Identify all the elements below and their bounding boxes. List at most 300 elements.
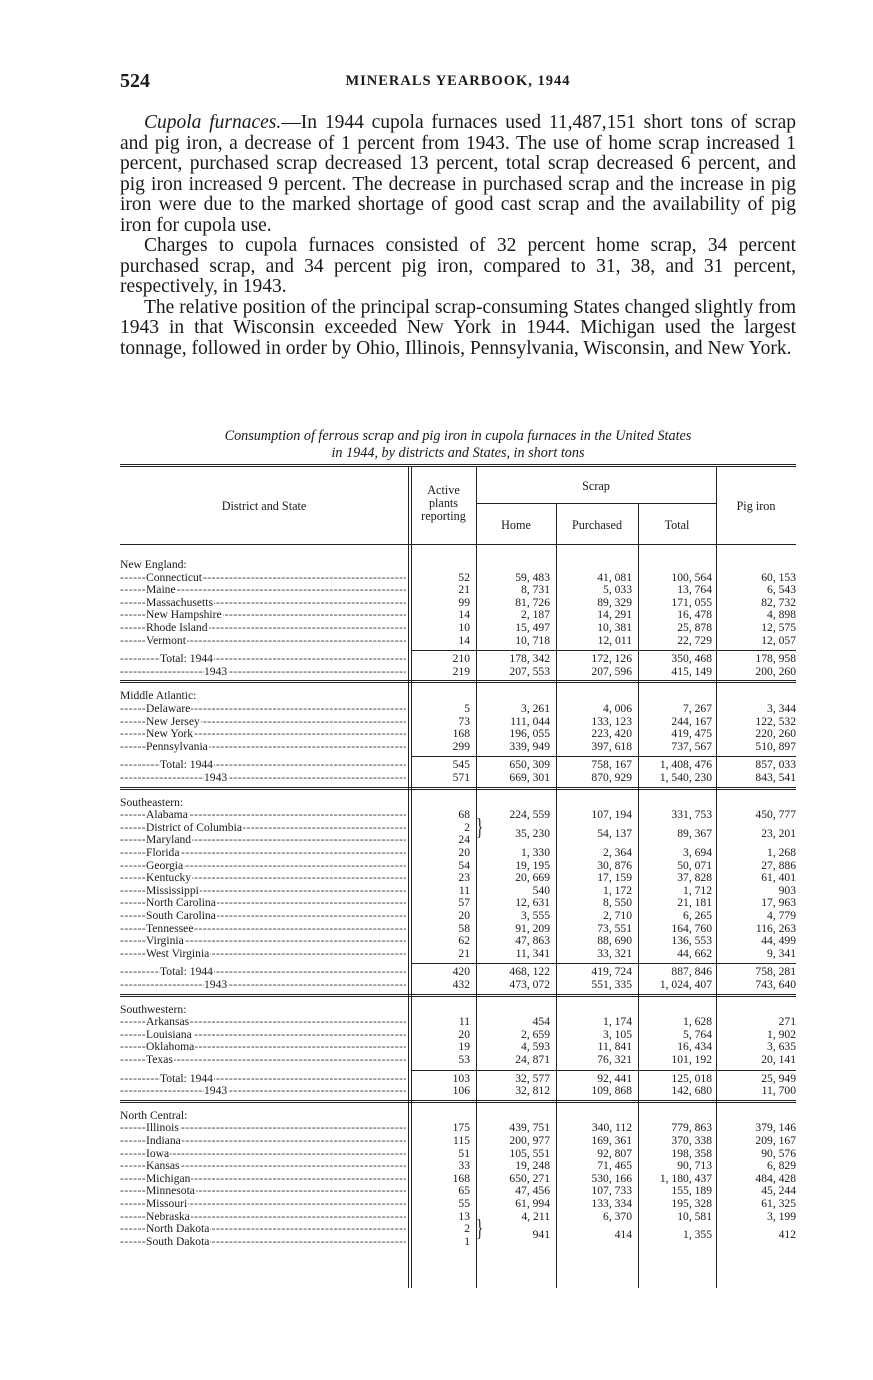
row-label-text: Total: 1944 (160, 759, 213, 772)
pig-iron-cell: 843, 541 (755, 771, 796, 784)
purchased-scrap-cell: 1, 174 (603, 1015, 632, 1029)
caption-line: Consumption of ferrous scrap and pig iron in cupola furnaces in the United States (224, 428, 692, 444)
total-row (120, 666, 796, 678)
active-plants-cell: 14 (458, 633, 470, 647)
row-label-text: South Dakota (146, 1235, 210, 1248)
row-label (120, 635, 406, 647)
row-label-text: 1943 (204, 979, 228, 991)
home-scrap-cell: 11, 341 (515, 946, 550, 960)
total-scrap-cell: 1, 540, 230 (659, 771, 712, 784)
total-scrap-cell: 5, 764 (683, 1027, 712, 1041)
row-label-text: West Virginia (146, 947, 210, 960)
row-label-text: Arkansas (146, 1016, 190, 1029)
pig-iron-cell: 17, 963 (761, 896, 796, 910)
purchased-scrap-cell: 133, 123 (591, 714, 632, 728)
row-label (120, 1198, 406, 1210)
state-row (120, 1148, 796, 1160)
state-row (120, 910, 796, 922)
state-row (120, 948, 796, 960)
home-scrap-cell: 10, 718 (515, 633, 550, 647)
state-row (120, 1211, 796, 1223)
combined-values-row (120, 1229, 796, 1241)
home-scrap-cell: 61, 994 (515, 1197, 550, 1210)
active-plants-cell: 55 (458, 1197, 470, 1210)
total-scrap-cell: 21, 181 (677, 896, 712, 910)
total-scrap-cell: 737, 567 (671, 739, 712, 753)
purchased-scrap-cell: 71, 465 (597, 1159, 632, 1173)
total-scrap-cell: 3, 694 (683, 846, 712, 859)
home-scrap-cell: 4, 211 (521, 1209, 550, 1223)
row-label (120, 910, 406, 922)
district-heading-row (120, 1110, 796, 1122)
row-label-text: District of Columbia (146, 821, 242, 834)
purchased-scrap-cell: 54, 137 (597, 826, 632, 840)
pig-iron-cell: 3, 635 (767, 1040, 796, 1054)
row-label-text: Kentucky (146, 872, 192, 885)
pig-iron-cell: 4, 779 (767, 909, 796, 922)
total-scrap-cell: 22, 729 (677, 633, 712, 647)
home-scrap-cell: 669, 301 (509, 771, 550, 784)
pig-iron-cell: 122, 532 (755, 714, 796, 728)
state-row (120, 1135, 796, 1147)
home-scrap-cell: 207, 553 (509, 664, 550, 678)
header-scrap: Scrap (582, 479, 610, 493)
purchased-scrap-cell: 3, 105 (603, 1027, 632, 1041)
table-top-rule (120, 464, 796, 465)
row-label (120, 1148, 406, 1160)
home-scrap-cell: 81, 726 (515, 595, 550, 609)
active-plants-cell: 53 (458, 1053, 470, 1066)
purchased-scrap-cell: 870, 929 (591, 771, 632, 784)
row-label-text: Texas (146, 1054, 173, 1066)
purchased-scrap-cell: 92, 441 (597, 1071, 632, 1085)
purchased-scrap-cell: 530, 166 (591, 1171, 632, 1185)
purchased-scrap-cell: 758, 167 (591, 758, 632, 772)
row-label-text: Kansas (146, 1160, 180, 1173)
pig-iron-cell: 200, 260 (755, 664, 796, 678)
home-scrap-cell: 224, 559 (509, 808, 550, 822)
purchased-scrap-cell: 207, 596 (591, 664, 632, 678)
home-scrap-cell: 200, 977 (509, 1134, 550, 1147)
purchased-scrap-cell: 397, 618 (591, 739, 632, 753)
active-plants-cell: 168 (452, 727, 470, 741)
district-end-rule (120, 682, 796, 683)
row-label (120, 809, 406, 821)
home-scrap-cell: 468, 122 (509, 965, 550, 979)
paragraph-text: —In 1944 cupola furnaces used 11,487,151 short tons of scrap and pig iron, a decrease of 1 percent from 1943. The use of home scrap increased 1 percent, purchased scrap decreased 13 percent, total scrap decreased 6 percent, and pig iron increased 9 percent. The decrease in purchased scrap and the increase in pig iron were due to the marked shortage of good cast scrap and the availability of pig iron for cupola use. (120, 112, 796, 236)
paragraph-text: Charges to cupola furnaces consisted of 32 percent home scrap, 34 percent purchased scrap, and 34 percent pig iron, compared to 31, 38, and 31 percent, respectively, in 1943. (120, 235, 796, 297)
body-text (120, 113, 796, 359)
total-scrap-cell: 779, 863 (671, 1121, 712, 1135)
row-label (120, 1004, 406, 1016)
caption-line: in 1944, by districts and States, in short tons (331, 444, 585, 461)
row-label-text: Nebraska (146, 1210, 190, 1223)
row-label (120, 1122, 406, 1134)
row-label-text: Maryland (146, 834, 192, 847)
row-label-text: Southwestern: (120, 1003, 187, 1016)
purchased-scrap-cell: 76, 321 (597, 1053, 632, 1066)
home-scrap-cell: 47, 456 (515, 1184, 550, 1198)
subtotal-rule (411, 963, 796, 964)
active-plants-cell: 432 (452, 978, 470, 991)
home-scrap-cell: 650, 309 (509, 758, 550, 772)
home-scrap-cell: 540 (532, 883, 550, 897)
active-plants-cell: 2 (464, 820, 470, 834)
active-plants-cell: 106 (452, 1084, 470, 1098)
row-label-text: Minnesota (146, 1185, 195, 1198)
combined-values-row (120, 828, 796, 840)
district-heading-row (120, 690, 796, 702)
total-scrap-cell: 16, 434 (677, 1040, 712, 1054)
total-scrap-cell: 331, 753 (671, 808, 712, 822)
home-scrap-cell: 91, 209 (515, 921, 550, 935)
pig-iron-cell: 44, 499 (761, 934, 796, 948)
total-scrap-cell: 164, 760 (671, 921, 712, 935)
state-row (120, 741, 796, 753)
pig-iron-cell: 90, 576 (761, 1146, 796, 1160)
home-scrap-cell: 47, 863 (515, 934, 550, 948)
active-plants-cell: 10 (458, 621, 470, 634)
total-scrap-cell: 244, 167 (671, 714, 712, 728)
home-scrap-cell: 12, 631 (515, 896, 550, 910)
total-scrap-cell: 100, 564 (671, 570, 712, 584)
pig-iron-cell: 82, 732 (761, 595, 796, 609)
row-label-text: New York (146, 728, 194, 741)
purchased-scrap-cell: 6, 370 (603, 1209, 632, 1223)
home-scrap-cell: 439, 751 (509, 1121, 550, 1135)
state-row (120, 809, 796, 821)
bracket-symbol: } (476, 1216, 484, 1243)
active-plants-cell: 420 (452, 965, 470, 979)
row-label (120, 653, 406, 665)
row-label (120, 1110, 406, 1122)
home-scrap-cell: 8, 731 (521, 583, 550, 597)
purchased-scrap-cell: 107, 194 (591, 808, 632, 822)
state-row (120, 1185, 796, 1197)
active-plants-cell: 24 (458, 833, 470, 847)
row-label-text: Mississippi (146, 884, 199, 897)
header-purchased: Purchased (571, 518, 623, 532)
active-plants-cell: 2 (464, 1222, 470, 1236)
district-end-rule (120, 789, 796, 790)
total-scrap-cell: 16, 478 (677, 608, 712, 622)
total-scrap-cell: 6, 265 (683, 909, 712, 922)
purchased-scrap-cell: 2, 710 (603, 909, 632, 922)
row-label (120, 1085, 406, 1097)
total-scrap-cell: 101, 192 (671, 1053, 712, 1066)
row-label-text: 1943 (204, 665, 228, 678)
total-scrap-cell: 44, 662 (677, 946, 712, 960)
home-scrap-cell: 19, 195 (515, 858, 550, 872)
home-scrap-cell: 4, 593 (521, 1040, 550, 1054)
total-row (120, 653, 796, 665)
row-label (120, 622, 406, 634)
row-label (120, 690, 406, 702)
pig-iron-cell: 11, 700 (761, 1084, 796, 1098)
home-scrap-cell: 2, 187 (521, 608, 550, 622)
pig-iron-cell: 758, 281 (755, 965, 796, 979)
row-label-text: North Carolina (146, 897, 216, 910)
state-row (120, 703, 796, 715)
district-end-rule (120, 680, 796, 681)
state-row (120, 1173, 796, 1185)
pig-iron-cell: 412 (778, 1228, 796, 1242)
subtotal-rule (411, 1070, 796, 1071)
active-plants-cell: 52 (458, 570, 470, 584)
active-plants-cell: 14 (458, 608, 470, 622)
state-row (120, 923, 796, 935)
home-scrap-cell: 32, 812 (515, 1084, 550, 1098)
row-label-text: New Jersey (146, 715, 200, 728)
district-end-rule (120, 994, 796, 995)
purchased-scrap-cell: 419, 724 (591, 965, 632, 979)
row-label-text: Iowa (146, 1147, 170, 1160)
home-scrap-cell: 178, 342 (509, 652, 550, 666)
purchased-scrap-cell: 1, 172 (603, 883, 632, 897)
state-row (120, 572, 796, 584)
total-scrap-cell: 155, 189 (671, 1184, 712, 1198)
state-row (120, 1054, 796, 1066)
active-plants-cell: 65 (458, 1184, 470, 1198)
district-heading-row (120, 1004, 796, 1016)
home-scrap-cell: 19, 248 (515, 1159, 550, 1173)
header-district-state: District and State (221, 499, 307, 513)
row-label (120, 1029, 406, 1041)
state-row (120, 897, 796, 909)
table-top-rule (120, 466, 796, 467)
state-row (120, 597, 796, 609)
district-heading-row (120, 559, 796, 571)
home-scrap-cell: 941 (532, 1228, 550, 1242)
state-row (120, 635, 796, 647)
page-header (120, 70, 796, 96)
pig-iron-cell: 116, 263 (755, 921, 796, 935)
purchased-scrap-cell: 169, 361 (591, 1134, 632, 1147)
row-label (120, 609, 406, 621)
row-label (120, 1211, 406, 1223)
pig-iron-cell: 6, 829 (767, 1159, 796, 1173)
home-scrap-cell: 196, 055 (509, 727, 550, 741)
pig-iron-cell: 1, 268 (767, 846, 796, 859)
total-scrap-cell: 887, 846 (671, 965, 712, 979)
home-scrap-cell: 2, 659 (521, 1027, 550, 1041)
active-plants-cell: 21 (458, 583, 470, 597)
row-label-text: Georgia (146, 859, 184, 872)
row-label-text: New England: (120, 559, 187, 571)
subtotal-rule (411, 650, 796, 651)
home-scrap-cell: 35, 230 (515, 826, 550, 840)
total-scrap-cell: 10, 581 (677, 1209, 712, 1223)
home-scrap-cell: 105, 551 (509, 1146, 550, 1160)
row-label (120, 728, 406, 740)
row-label (120, 703, 406, 715)
total-row (120, 1073, 796, 1085)
state-row (120, 716, 796, 728)
state-row (120, 847, 796, 859)
pig-iron-cell: 4, 898 (767, 608, 796, 622)
purchased-scrap-cell: 10, 381 (597, 621, 632, 634)
row-label (120, 979, 406, 991)
active-plants-cell: 21 (458, 946, 470, 960)
row-label-text: Connecticut (146, 571, 203, 584)
header-total: Total (664, 518, 690, 532)
row-label (120, 584, 406, 596)
row-label (120, 872, 406, 884)
home-scrap-cell: 32, 577 (515, 1071, 550, 1085)
row-label-text: Vermont (146, 634, 186, 647)
purchased-scrap-cell: 223, 420 (591, 727, 632, 741)
header-home: Home (501, 518, 531, 532)
pig-iron-cell: 61, 401 (761, 871, 796, 885)
purchased-scrap-cell: 33, 321 (597, 946, 632, 960)
row-label-text: Michigan (146, 1172, 191, 1185)
row-label (120, 897, 406, 909)
table-caption (120, 428, 796, 461)
row-label (120, 923, 406, 935)
total-scrap-cell: 1, 408, 476 (659, 758, 712, 772)
active-plants-cell: 5 (464, 702, 470, 715)
active-plants-cell: 103 (452, 1071, 470, 1085)
row-label (120, 741, 406, 753)
pig-iron-cell: 20, 141 (761, 1053, 796, 1066)
total-scrap-cell: 13, 764 (677, 583, 712, 597)
row-label (120, 1135, 406, 1147)
paragraph-lead: Cupola furnaces. (144, 112, 282, 133)
row-label-text: Louisiana (146, 1028, 192, 1041)
total-scrap-cell: 350, 468 (671, 652, 712, 666)
district-end-rule (120, 1100, 796, 1101)
paragraph (120, 113, 796, 236)
active-plants-cell: 58 (458, 921, 470, 935)
purchased-scrap-cell: 109, 868 (591, 1084, 632, 1098)
row-label (120, 597, 406, 609)
purchased-scrap-cell: 551, 335 (591, 978, 632, 991)
active-plants-cell: 210 (452, 652, 470, 666)
total-scrap-cell: 37, 828 (677, 871, 712, 885)
purchased-scrap-cell: 41, 081 (597, 570, 632, 584)
purchased-scrap-cell: 12, 011 (597, 633, 632, 647)
pig-iron-cell: 3, 344 (767, 702, 796, 715)
active-plants-cell: 33 (458, 1159, 470, 1173)
active-plants-cell: 51 (458, 1146, 470, 1160)
home-scrap-cell: 1, 330 (521, 846, 550, 859)
state-row (120, 609, 796, 621)
total-scrap-cell: 195, 328 (671, 1197, 712, 1210)
active-plants-cell: 68 (458, 808, 470, 822)
active-plants-cell: 219 (452, 664, 470, 678)
pig-iron-cell: 220, 260 (755, 727, 796, 741)
active-plants-cell: 99 (458, 595, 470, 609)
pig-iron-cell: 6, 543 (767, 583, 796, 597)
header-bottom-rule (120, 544, 796, 545)
row-label (120, 1073, 406, 1085)
row-label-text: North Central: (120, 1109, 188, 1122)
row-label-text: Rhode Island (146, 622, 208, 634)
purchased-scrap-cell: 14, 291 (597, 608, 632, 622)
paragraph-text: The relative position of the principal scrap-consuming States changed slightly from 1943 in that Wisconsin exceeded New York in 1944. Michigan used the largest tonnage, followed in order by Ohio, Illinois, Pennsylvania, Wisconsin, and New York. (120, 296, 796, 359)
purchased-scrap-cell: 88, 690 (597, 934, 632, 948)
row-label-text: New Hampshire (146, 609, 222, 622)
total-scrap-cell: 89, 367 (677, 826, 712, 840)
active-plants-cell: 545 (452, 758, 470, 772)
pig-iron-cell: 45, 244 (761, 1184, 796, 1198)
purchased-scrap-cell: 11, 841 (597, 1040, 632, 1054)
row-label-text: Maine (146, 584, 176, 597)
total-row (120, 1085, 796, 1097)
purchased-scrap-cell: 8, 550 (603, 896, 632, 910)
pig-iron-cell: 743, 640 (755, 978, 796, 991)
total-scrap-cell: 1, 355 (683, 1228, 712, 1242)
header-line: plants (428, 496, 459, 510)
page-number: 524 (120, 70, 150, 92)
active-plants-cell: 20 (458, 846, 470, 859)
active-plants-cell: 20 (458, 909, 470, 922)
paragraph (120, 298, 796, 360)
purchased-scrap-cell: 92, 807 (597, 1146, 632, 1160)
total-scrap-cell: 25, 878 (677, 621, 712, 634)
pig-iron-cell: 9, 341 (767, 946, 796, 960)
pig-iron-cell: 178, 958 (755, 652, 796, 666)
active-plants-cell: 11 (458, 1015, 470, 1029)
header-line: reporting (421, 509, 466, 523)
active-plants-cell: 1 (464, 1234, 470, 1248)
purchased-scrap-cell: 17, 159 (597, 871, 632, 885)
purchased-scrap-cell: 30, 876 (597, 858, 632, 872)
subtotal-rule (411, 756, 796, 757)
row-label-text: Pennsylvania (146, 740, 208, 753)
district-end-rule (120, 1102, 796, 1103)
pig-iron-cell: 857, 033 (755, 758, 796, 772)
row-label-text: Virginia (146, 935, 184, 948)
row-label (120, 948, 406, 960)
state-row (120, 860, 796, 872)
row-label-text: Alabama (146, 809, 188, 822)
scrap-subheader-rule (476, 503, 716, 504)
pig-iron-cell: 12, 057 (761, 633, 796, 647)
row-label (120, 1054, 406, 1066)
row-label-text: Missouri (146, 1198, 188, 1210)
row-label-text: Oklahoma (146, 1041, 195, 1054)
total-scrap-cell: 198, 358 (671, 1146, 712, 1160)
row-label-text: Southeastern: (120, 796, 184, 809)
home-scrap-cell: 650, 271 (509, 1171, 550, 1185)
running-title: MINERALS YEARBOOK, 1944 (345, 73, 571, 89)
purchased-scrap-cell: 4, 006 (603, 702, 632, 715)
active-plants-cell: 62 (458, 934, 470, 948)
row-label-text: Total: 1944 (160, 1072, 213, 1085)
row-label-text: Total: 1944 (160, 966, 213, 979)
row-label (120, 572, 406, 584)
pig-iron-cell: 60, 153 (761, 570, 796, 584)
state-row (120, 1041, 796, 1053)
state-row (120, 1198, 796, 1210)
row-label (120, 1041, 406, 1053)
row-label-text: Total: 1944 (160, 653, 213, 666)
purchased-scrap-cell: 73, 551 (597, 921, 632, 935)
purchased-scrap-cell: 5, 033 (603, 583, 632, 597)
active-plants-cell: 175 (452, 1121, 470, 1135)
state-row (120, 1160, 796, 1172)
total-scrap-cell: 1, 628 (683, 1015, 712, 1029)
header-pig-iron: Pig iron (736, 499, 776, 513)
row-label-text: Delaware (146, 703, 191, 715)
row-label-text: Illinois (146, 1122, 179, 1135)
consumption-table (120, 464, 796, 1294)
home-scrap-cell: 59, 483 (515, 570, 550, 584)
row-label (120, 797, 406, 809)
home-scrap-cell: 20, 669 (515, 871, 550, 885)
pig-iron-cell: 484, 428 (755, 1171, 796, 1185)
